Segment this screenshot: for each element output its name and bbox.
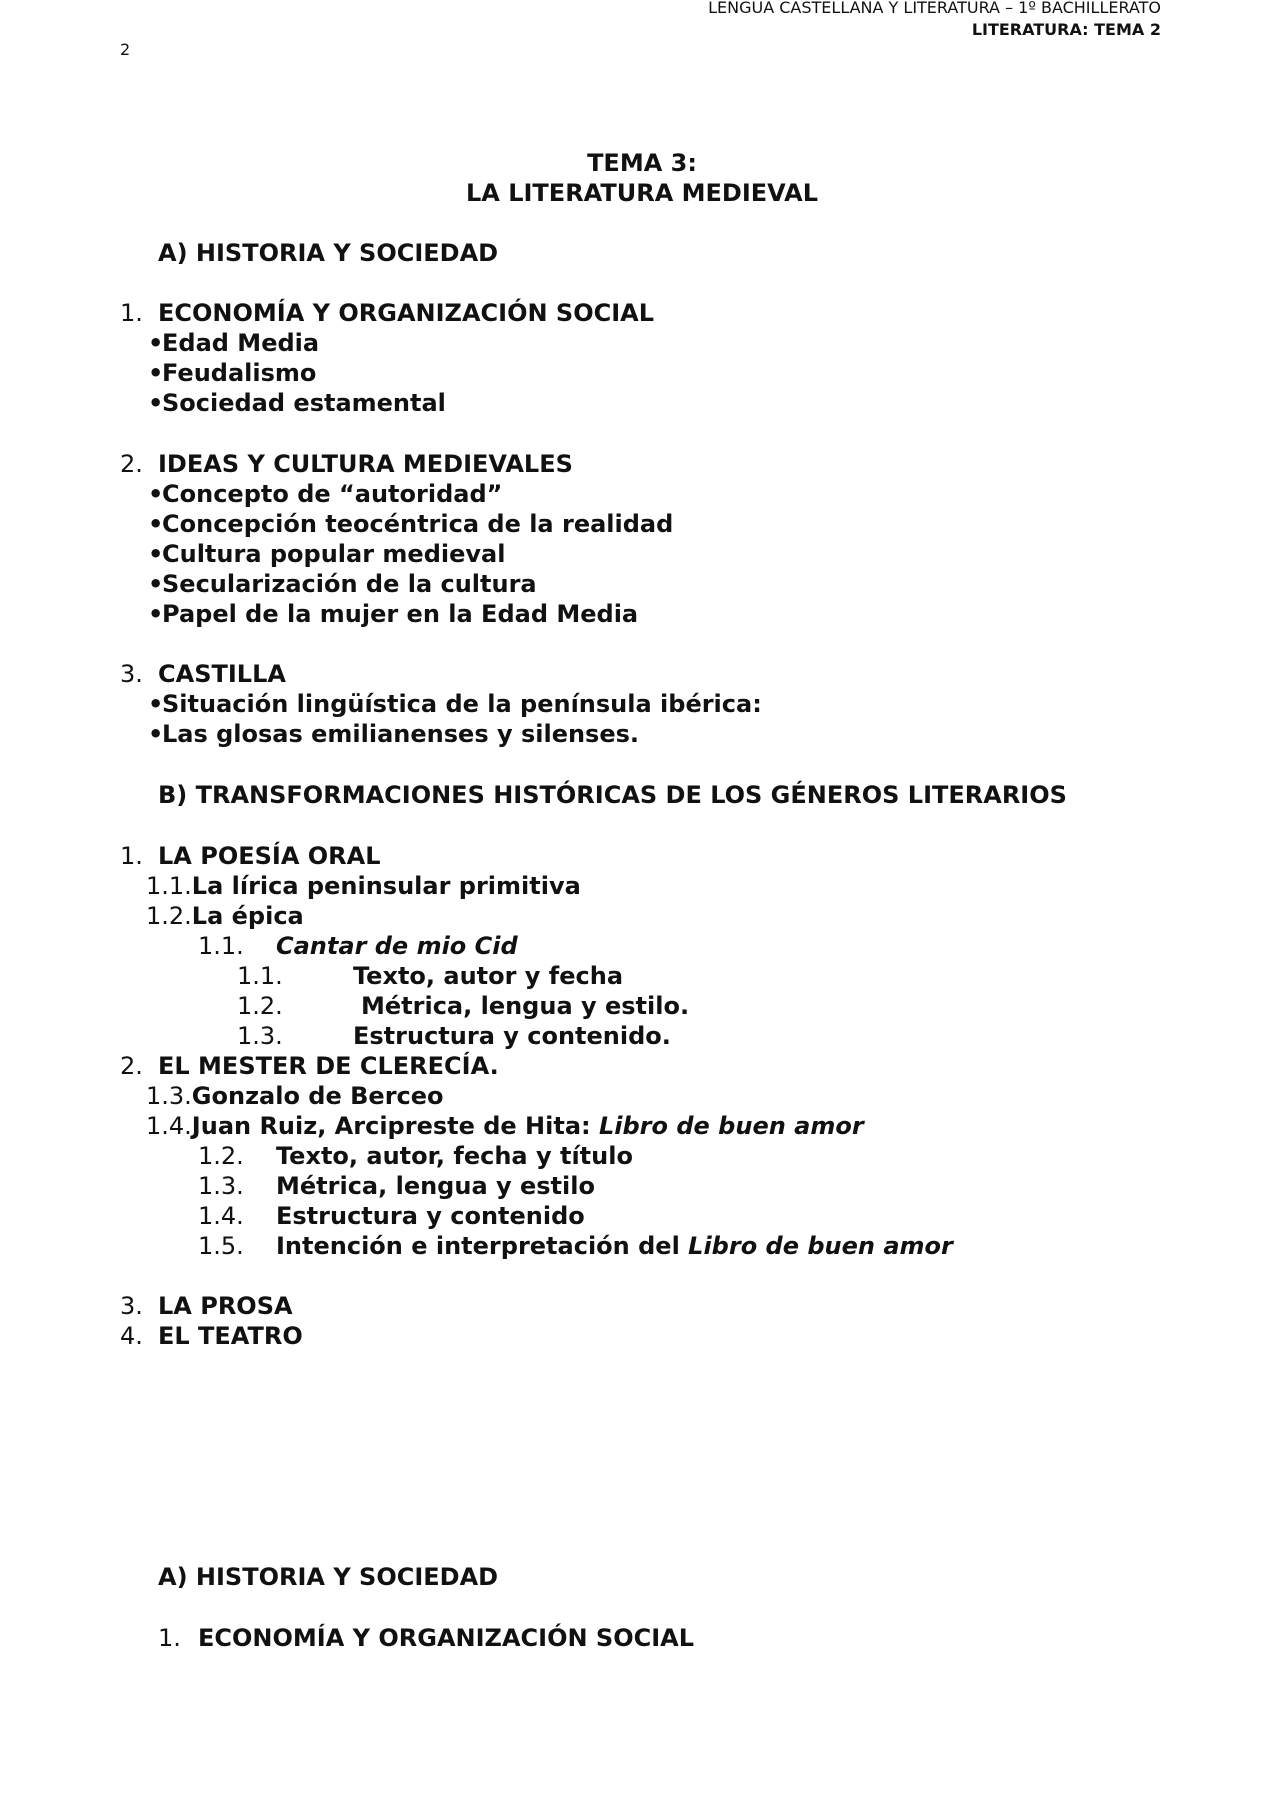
bullet-icon: • [148, 329, 164, 357]
running-header-section: LITERATURA: TEMA 2 [971, 20, 1161, 39]
sub-sub-item: 1.5. Intención e interpretación del Libro de buen amor [198, 1232, 953, 1260]
list-number: 1.5. [198, 1232, 244, 1260]
sub-sub-item: 1.2. Texto, autor, fecha y título [198, 1142, 633, 1170]
section-b-item-3 [120, 1292, 293, 1320]
sub-sub-item: 1.1. Cantar de mio Cid [198, 932, 518, 960]
sub-item: 1.1.La lírica peninsular primitiva [146, 872, 581, 900]
list-item-label: EL MESTER DE CLERECÍA. [158, 1052, 499, 1080]
section-b-heading: B) TRANSFORMACIONES HISTÓRICAS DE LOS GÉNEROS LITERARIOS [158, 781, 1067, 809]
section-a-item-1 [120, 299, 654, 327]
bullet-item: •Concepto de “autoridad” [148, 480, 503, 508]
bullet-icon: • [148, 359, 164, 387]
list-number: 1.1. [146, 872, 192, 900]
section-b-item-4 [120, 1322, 303, 1350]
bullet-item: •Secularización de la cultura [148, 570, 537, 598]
running-header-course: LENGUA CASTELLANA Y LITERATURA – 1º BACHILLERATO [708, 0, 1161, 17]
bullet-item: •Concepción teocéntrica de la realidad [148, 510, 674, 538]
bullet-icon: • [148, 720, 164, 748]
page-number: 2 [120, 40, 131, 59]
section-a-item-2 [120, 450, 573, 478]
list-number: 1. [120, 299, 143, 327]
sub-item: 1.2.La épica [146, 902, 304, 930]
list-number: 4. [120, 1322, 143, 1350]
bullet-item: •Papel de la mujer en la Edad Media [148, 600, 639, 628]
sub-item: 1.3.Gonzalo de Berceo [146, 1082, 444, 1110]
list-number: 1.2. [146, 902, 192, 930]
bullet-icon: • [148, 540, 164, 568]
bullet-item: •Feudalismo [148, 359, 317, 387]
section-b-item-2 [120, 1052, 499, 1080]
bullet-icon: • [148, 389, 164, 417]
list-number: 1.2. [198, 1142, 244, 1170]
list-number: 1.1. [237, 962, 283, 990]
page-title-line1: TEMA 3: [587, 149, 697, 177]
bullet-item: •Edad Media [148, 329, 320, 357]
bullet-icon: • [148, 480, 164, 508]
list-item-label: ECONOMÍA Y ORGANIZACIÓN SOCIAL [158, 299, 655, 327]
list-number: 1.4. [146, 1112, 192, 1140]
bullet-item: •Situación lingüística de la península ibérica: [148, 690, 762, 718]
sub-sub-sub-item: 1.3. Estructura y contenido. [237, 1022, 671, 1050]
sub-sub-sub-item: 1.2. Métrica, lengua y estilo. [237, 992, 690, 1020]
list-number: 1.2. [237, 992, 283, 1020]
list-number: 2. [120, 450, 143, 478]
list-item-label: LA POESÍA ORAL [158, 842, 381, 870]
list-number: 3. [120, 1292, 143, 1320]
list-item-label: ECONOMÍA Y ORGANIZACIÓN SOCIAL [198, 1624, 695, 1652]
list-number: 1.3. [146, 1082, 192, 1110]
section-a-heading-repeat: A) HISTORIA Y SOCIEDAD [158, 1563, 499, 1591]
list-number: 1.4. [198, 1202, 244, 1230]
section-a-heading: A) HISTORIA Y SOCIEDAD [158, 239, 499, 267]
list-number: 1. [120, 842, 143, 870]
list-number: 1.3. [237, 1022, 283, 1050]
bullet-icon: • [148, 600, 164, 628]
list-item-label: EL TEATRO [158, 1322, 303, 1350]
list-number: 1.3. [198, 1172, 244, 1200]
bullet-icon: • [148, 690, 164, 718]
bullet-icon: • [148, 570, 164, 598]
bullet-item: •Las glosas emilianenses y silenses. [148, 720, 640, 748]
list-number: 1. [158, 1624, 181, 1652]
sub-sub-item: 1.3. Métrica, lengua y estilo [198, 1172, 595, 1200]
section-a-item-1-repeat [158, 1624, 694, 1652]
page-title-line2: LA LITERATURA MEDIEVAL [465, 179, 818, 207]
section-a-item-3 [120, 660, 286, 688]
sub-item: 1.4.Juan Ruiz, Arcipreste de Hita: Libro de buen amor [146, 1112, 864, 1140]
bullet-item: •Cultura popular medieval [148, 540, 506, 568]
list-number: 1.1. [198, 932, 244, 960]
bullet-item: •Sociedad estamental [148, 389, 446, 417]
list-item-label: LA PROSA [158, 1292, 293, 1320]
list-item-label: IDEAS Y CULTURA MEDIEVALES [158, 450, 573, 478]
list-number: 3. [120, 660, 143, 688]
list-number: 2. [120, 1052, 143, 1080]
sub-sub-item: 1.4. Estructura y contenido [198, 1202, 585, 1230]
sub-sub-sub-item: 1.1. Texto, autor y fecha [237, 962, 624, 990]
section-b-item-1 [120, 842, 381, 870]
list-item-label: CASTILLA [158, 660, 286, 688]
bullet-icon: • [148, 510, 164, 538]
